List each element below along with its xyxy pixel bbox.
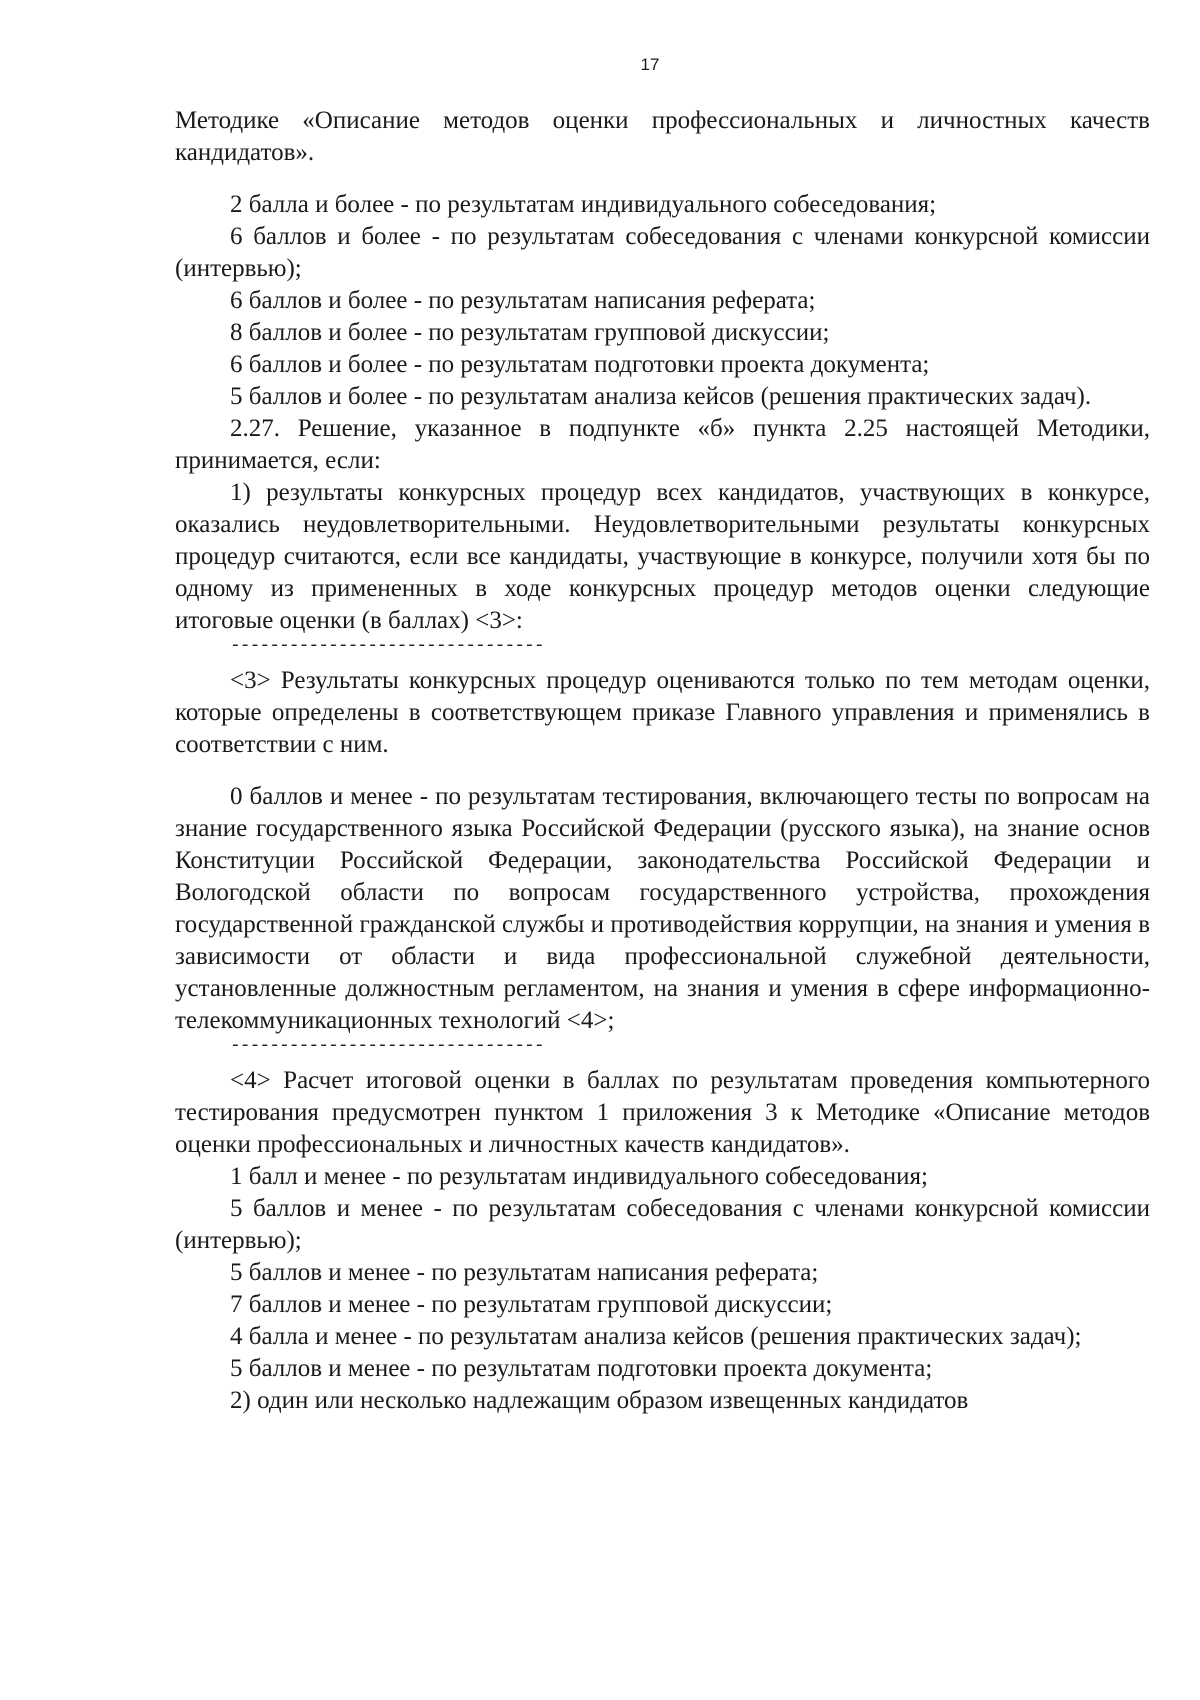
criterion-testing-fail: 0 баллов и менее - по результатам тестирования, включающего тесты по вопросам на знание государственного языка Российской Федерации (русского языка), на знание основ Конституции Российской Федерации, законодательства Российской Федерации и Вологодской области по вопросам государственного устройства, прохождения государственной гражданской службы и противодействия коррупции, на знания и умения в зависимости от области и вида профессиональной служебной деятельности, установленные должностным регламентом, на знания и умения в сфере информационно-телекоммуникационных технологий <4>; (175, 783, 1150, 1034)
criterion-commission-interview-fail: 5 баллов и менее - по результатам собеседования с членами конкурсной комиссии (интервью); (175, 1195, 1150, 1254)
footnote-4: <4> Расчет итоговой оценки в баллах по результатам проведения компьютерного тестирования предусмотрен пунктом 1 приложения 3 к Методике «Описание методов оценки профессиональных и личностных качеств кандидатов». (175, 1067, 1150, 1158)
criterion-individual-interview-pass: 2 балла и более - по результатам индивидуального собеседования; (230, 191, 937, 218)
criterion-group-discussion-fail: 7 баллов и менее - по результатам групповой дискуссии; (230, 1291, 833, 1318)
criterion-case-analysis-pass: 5 баллов и более - по результатам анализа кейсов (решения практических задач). (230, 383, 1092, 410)
footnote-separator: -------------------------------- (230, 637, 544, 656)
paragraph-methodology-ref: Методике «Описание методов оценки профессиональных и личностных качеств кандидатов». (175, 107, 1150, 166)
criterion-draft-document-fail: 5 баллов и менее - по результатам подготовки проекта документа; (230, 1355, 933, 1382)
criterion-commission-interview-pass: 6 баллов и более - по результатам собеседования с членами конкурсной комиссии (интервью); (175, 223, 1150, 282)
document-page (175, 55, 1150, 1417)
footnote-separator: -------------------------------- (230, 1037, 544, 1056)
criterion-essay-pass: 6 баллов и более - по результатам написания реферата; (230, 287, 816, 314)
criterion-case-analysis-fail: 4 балла и менее - по результатам анализа кейсов (решения практических задач); (230, 1323, 1082, 1350)
criterion-individual-interview-fail: 1 балл и менее - по результатам индивидуального собеседования; (230, 1163, 928, 1190)
page-number: 17 (640, 55, 660, 74)
criterion-draft-document-pass: 6 баллов и более - по результатам подготовки проекта документа; (230, 351, 930, 378)
criterion-group-discussion-pass: 8 баллов и более - по результатам групповой дискуссии; (230, 319, 830, 346)
footnote-3: <3> Результаты конкурсных процедур оцениваются только по тем методам оценки, которые определены в соответствующем приказе Главного управления и применялись в соответствии с ним. (175, 667, 1150, 758)
criterion-essay-fail: 5 баллов и менее - по результатам написания реферата; (230, 1259, 819, 1286)
clause-2-27-item-1: 1) результаты конкурсных процедур всех кандидатов, участвующих в конкурсе, оказались неудовлетворительными. Неудовлетворительными результаты конкурсных процедур считаются, если все кандидаты, участвующие в конкурсе, получили хотя бы по одному из примененных в ходе конкурсных процедур методов оценки следующие итоговые оценки (в баллах) <3>: (175, 479, 1150, 634)
clause-2-27: 2.27. Решение, указанное в подпункте «б» пункта 2.25 настоящей Методики, принимается, если: (175, 415, 1150, 474)
clause-2-27-item-2: 2) один или несколько надлежащим образом извещенных кандидатов (230, 1387, 969, 1414)
